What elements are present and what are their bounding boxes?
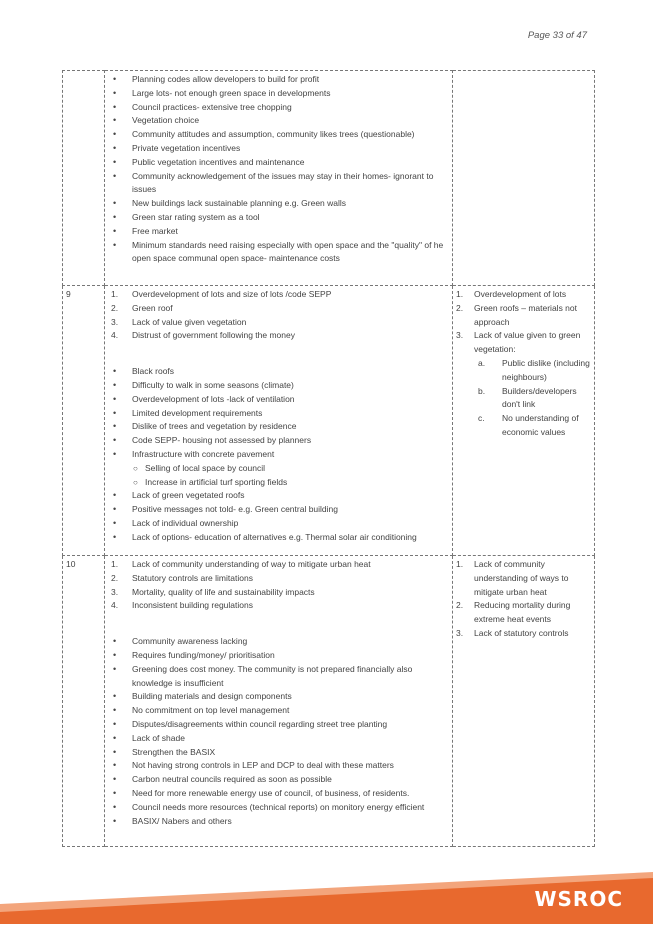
list-item: [456, 627, 591, 641]
list-item: • Council needs more resources (technical reports) on monitory energy efficient: [108, 801, 449, 815]
table-row: [63, 556, 595, 847]
list-marker: 3.: [111, 586, 119, 597]
list-item-text: Increase in artificial turf sporting fields: [145, 476, 288, 487]
summary-cell: [453, 71, 595, 286]
list-item: • BASIX/ Nabers and others: [108, 815, 449, 829]
bullet-list: [108, 73, 449, 266]
list-marker: 4.: [111, 600, 119, 611]
list-item: • Green star rating system as a tool: [108, 211, 449, 225]
list-item: • Vegetation choice: [108, 114, 449, 128]
list-marker: c.: [478, 413, 485, 424]
list-item: • Private vegetation incentives: [108, 142, 449, 156]
list-marker: a.: [478, 357, 486, 368]
list-item: • Code SEPP- housing not assessed by planners: [108, 434, 449, 448]
summary-list: [456, 558, 591, 641]
list-item: [108, 599, 449, 613]
list-item: [108, 302, 449, 316]
list-item-text: Lack of value given to green vegetation:: [474, 330, 581, 355]
list-item-text: Inconsistent building regulations: [132, 600, 253, 611]
list-marker: 3.: [456, 627, 464, 638]
list-item-text: Overdevelopment of lots: [474, 289, 567, 299]
list-item: • Minimum standards need raising especially with open space and the "quality" of he open space communal open space- maintenance costs: [108, 239, 449, 267]
list-marker: 2.: [456, 600, 464, 611]
list-item: • Limited development requirements: [108, 407, 449, 421]
list-item-text: Green roofs – materials not approach: [474, 302, 577, 327]
list-item-text: Statutory controls are limitations: [132, 572, 253, 583]
list-marker: 1.: [111, 559, 119, 569]
list-item-text: Reducing mortality during extreme heat events: [474, 600, 571, 625]
list-item-text: No understanding of economic values: [502, 413, 579, 437]
list-item: [456, 302, 591, 330]
list-item: [456, 412, 591, 440]
bullet-list: [108, 635, 449, 828]
list-marker: 1.: [456, 289, 464, 299]
list-item: • Difficulty to walk in some seasons (climate): [108, 379, 449, 393]
table-row: [63, 71, 595, 286]
list-marker: 2.: [456, 302, 464, 313]
sub-bullet-list: [108, 462, 449, 490]
row-id-cell: 10: [63, 556, 105, 847]
list-item: [456, 385, 591, 413]
list-item-text: Overdevelopment of lots and size of lots /code SEPP: [132, 289, 332, 299]
list-marker: 1.: [456, 559, 464, 569]
list-item-text: Builders/developers don't link: [502, 385, 577, 410]
list-item: • Overdevelopment of lots -lack of ventilation: [108, 393, 449, 407]
list-item-text: Distrust of government following the money: [132, 330, 295, 341]
list-item: • Planning codes allow developers to build for profit: [108, 73, 449, 87]
list-marker: b.: [478, 385, 486, 396]
list-item: • Positive messages not told- e.g. Green central building: [108, 503, 449, 517]
list-marker: 2.: [111, 302, 119, 313]
list-item: [456, 558, 591, 599]
list-item-text: Mortality, quality of life and sustainability impacts: [132, 586, 315, 597]
list-item: • Not having strong controls in LEP and DCP to deal with these matters: [108, 759, 449, 773]
list-item: • Community attitudes and assumption, community likes trees (questionable): [108, 128, 449, 142]
list-item: • Lack of options- education of alternatives e.g. Thermal solar air conditioning: [108, 531, 449, 545]
issues-cell: [105, 71, 453, 286]
list-marker: 1.: [111, 289, 119, 299]
list-item: • New buildings lack sustainable planning e.g. Green walls: [108, 197, 449, 211]
list-item: [456, 599, 591, 627]
list-item: • Dislike of trees and vegetation by residence: [108, 420, 449, 434]
summary-cell: [453, 556, 595, 847]
list-item: • Need for more renewable energy use of council, of business, of residents.: [108, 787, 449, 801]
list-item: [456, 329, 591, 357]
footer-banner: [0, 864, 653, 924]
list-item: [108, 288, 449, 302]
list-item: [108, 572, 449, 586]
numbered-list: [108, 288, 449, 343]
list-item: [456, 288, 591, 302]
list-marker: 3.: [111, 316, 119, 327]
row-id-cell: 9: [63, 286, 105, 556]
table-row: [63, 286, 595, 556]
list-marker: 3.: [456, 330, 464, 341]
circle-bullet-icon: ○: [133, 477, 138, 487]
list-item: • Free market: [108, 225, 449, 239]
list-item: • Lack of green vegetated roofs: [108, 489, 449, 503]
list-item: [108, 329, 449, 343]
list-item-text: Lack of community understanding of ways to mitigate urban heat: [474, 559, 569, 597]
list-item: • Black roofs: [108, 365, 449, 379]
circle-bullet-icon: ○: [133, 463, 138, 473]
list-item: • Building materials and design components: [108, 690, 449, 704]
list-item: [108, 558, 449, 572]
list-item: • Public vegetation incentives and maintenance: [108, 156, 449, 170]
list-item: • Disputes/disagreements within council regarding street tree planting: [108, 718, 449, 732]
list-item: [108, 316, 449, 330]
issues-cell: [105, 556, 453, 847]
list-marker: 2.: [111, 572, 119, 583]
list-item-text: Public dislike (including neighbours): [502, 357, 590, 382]
list-item: • Large lots- not enough green space in developments: [108, 87, 449, 101]
numbered-list: [108, 558, 449, 613]
list-item-text: Green roof: [132, 302, 173, 313]
list-item: [108, 586, 449, 600]
list-item: • Community acknowledgement of the issues may stay in their homes- ignorant to issues: [108, 170, 449, 198]
list-marker: 4.: [111, 330, 119, 341]
row-id-cell: [63, 71, 105, 286]
list-item: • No commitment on top level management: [108, 704, 449, 718]
page-number: Page 33 of 47: [527, 30, 587, 41]
list-item: • Carbon neutral councils required as soon as possible: [108, 773, 449, 787]
summary-cell: [453, 286, 595, 556]
list-item: • Greening does cost money. The community is not prepared financially also knowledge is insufficient: [108, 663, 449, 691]
list-item: • Lack of individual ownership: [108, 517, 449, 531]
list-item: • Strengthen the BASIX: [108, 746, 449, 760]
wsroc-logo: WSROC: [534, 887, 623, 911]
list-item: [456, 357, 591, 385]
list-item-text: Selling of local space by council: [145, 462, 266, 473]
list-item: • Community awareness lacking: [108, 635, 449, 649]
list-item-text: Lack of community understanding of way to mitigate urban heat: [132, 559, 371, 569]
list-item: • Lack of shade: [108, 732, 449, 746]
issues-table: [62, 70, 595, 847]
list-item-text: Lack of statutory controls: [474, 627, 569, 638]
list-item: • Council practices- extensive tree chopping: [108, 101, 449, 115]
issues-cell: [105, 286, 453, 556]
summary-sub-list: [456, 357, 591, 440]
bullet-list: [108, 489, 449, 544]
sub-list-item: [108, 462, 449, 476]
list-item: • Requires funding/money/ prioritisation: [108, 649, 449, 663]
list-item: • Infrastructure with concrete pavement: [108, 448, 449, 462]
summary-list: [456, 288, 591, 357]
list-item-text: Lack of value given vegetation: [132, 316, 247, 327]
bullet-list: [108, 365, 449, 462]
sub-list-item: [108, 476, 449, 490]
